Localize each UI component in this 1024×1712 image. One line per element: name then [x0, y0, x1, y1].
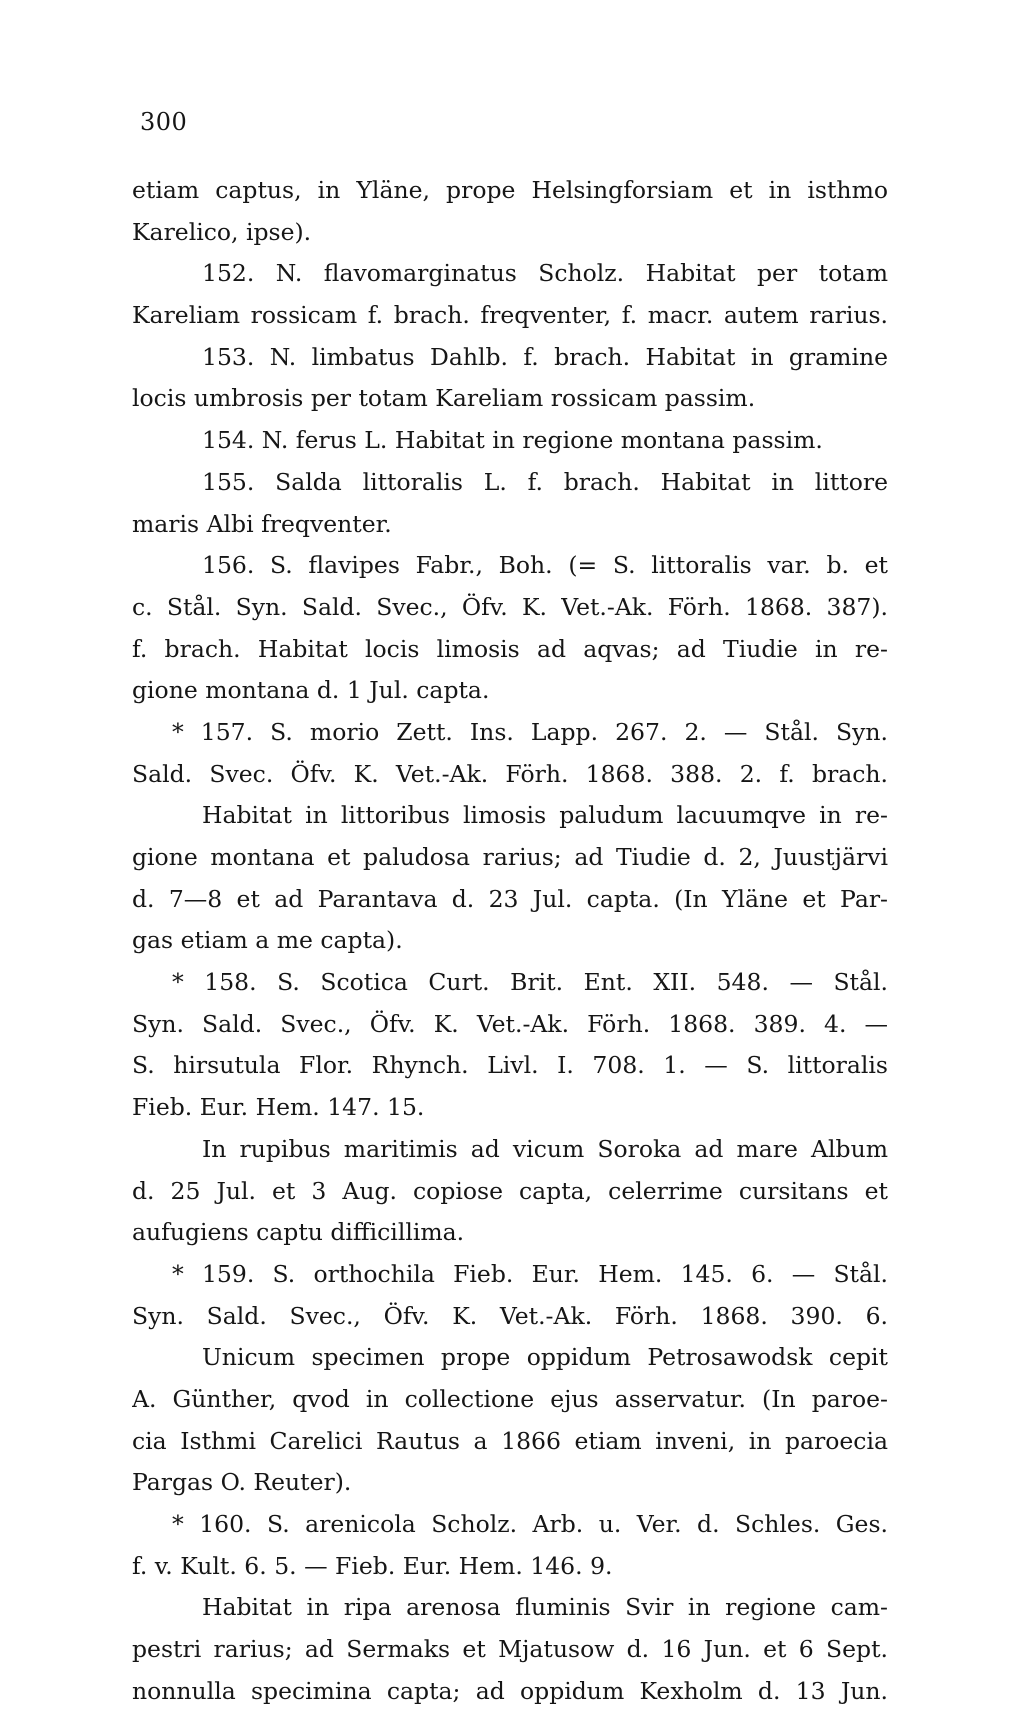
- text-line: Fieb. Eur. Hem. 147. 15.: [132, 1093, 425, 1122]
- text-line: f. v. Kult. 6. 5. — Fieb. Eur. Hem. 146. 9.: [132, 1551, 613, 1580]
- text-line: locis umbrosis per totam Kareliam rossicam passim.: [132, 384, 756, 413]
- text-line: 152. N. flavomarginatus Scholz. Habitat per totam: [202, 259, 888, 288]
- page-number: 300: [140, 108, 188, 136]
- text-line: Syn. Sald. Svec., Öfv. K. Vet.-Ak. Förh. 1868. 389. 4. —: [132, 1009, 888, 1038]
- text-line: d. 7—8 et ad Parantava d. 23 Jul. capta. (In Yläne et Par-: [132, 884, 888, 913]
- text-line: S. hirsutula Flor. Rhynch. Livl. I. 708. 1. — S. littoralis: [132, 1051, 888, 1080]
- text-line: gas etiam a me capta).: [132, 926, 403, 955]
- text-line: cia Isthmi Carelici Rautus a 1866 etiam inveni, in paroecia: [132, 1426, 888, 1455]
- text-line: 153. N. limbatus Dahlb. f. brach. Habitat in gramine: [202, 342, 888, 371]
- text-line: In rupibus maritimis ad vicum Soroka ad mare Album: [202, 1134, 888, 1163]
- text-line: f. brach. Habitat locis limosis ad aqvas; ad Tiudie in re-: [132, 634, 888, 663]
- text-line: Sald. Svec. Öfv. K. Vet.-Ak. Förh. 1868. 388. 2. f. brach.: [132, 759, 888, 788]
- text-line: nonnulla specimina capta; ad oppidum Kexholm d. 13 Jun.: [132, 1676, 888, 1705]
- body-text: [132, 170, 888, 1712]
- text-line: Syn. Sald. Svec., Öfv. K. Vet.-Ak. Förh. 1868. 390. 6.: [132, 1301, 888, 1330]
- text-line: Kareliam rossicam f. brach. freqventer, f. macr. autem rarius.: [132, 301, 888, 330]
- text-line: Karelico, ipse).: [132, 217, 312, 246]
- text-line: * 160. S. arenicola Scholz. Arb. u. Ver. d. Schles. Ges.: [172, 1510, 888, 1538]
- text-line: gione montana d. 1 Jul. capta.: [132, 676, 490, 705]
- text-line: Pargas O. Reuter).: [132, 1468, 352, 1497]
- text-line: etiam captus, in Yläne, prope Helsingforsiam et in isthmo: [132, 176, 888, 204]
- text-line: * 157. S. morio Zett. Ins. Lapp. 267. 2. — Stål. Syn.: [172, 717, 888, 746]
- text-line: A. Günther, qvod in collectione ejus asservatur. (In paroe-: [132, 1384, 888, 1413]
- text-line: * 158. S. Scotica Curt. Brit. Ent. XII. 548. — Stål.: [172, 968, 888, 997]
- text-line: c. Stål. Syn. Sald. Svec., Öfv. K. Vet.-Ak. Förh. 1868. 387).: [132, 592, 888, 621]
- text-line: 155. Salda littoralis L. f. brach. Habitat in littore: [202, 467, 888, 496]
- text-line: gione montana et paludosa rarius; ad Tiudie d. 2, Juustjärvi: [132, 843, 888, 871]
- text-line: d. 25 Jul. et 3 Aug. copiose capta, celerrime cursitans et: [132, 1176, 888, 1205]
- text-line: 156. S. flavipes Fabr., Boh. (= S. littoralis var. b. et: [202, 551, 888, 580]
- text-line: aufugiens captu difficillima.: [132, 1218, 465, 1247]
- text-line: * 159. S. orthochila Fieb. Eur. Hem. 145. 6. — Stål.: [172, 1259, 888, 1288]
- text-line: 154. N. ferus L. Habitat in regione montana passim.: [202, 426, 823, 455]
- text-line: Habitat in littoribus limosis paludum lacuumqve in re-: [202, 801, 888, 830]
- text-line: pestri rarius; ad Sermaks et Mjatusow d. 16 Jun. et 6 Sept.: [132, 1635, 888, 1664]
- text-line: Habitat in ripa arenosa fluminis Svir in regione cam-: [202, 1593, 888, 1622]
- text-line: maris Albi freqventer.: [132, 509, 392, 538]
- text-line: Unicum specimen prope oppidum Petrosawodsk cepit: [202, 1343, 888, 1372]
